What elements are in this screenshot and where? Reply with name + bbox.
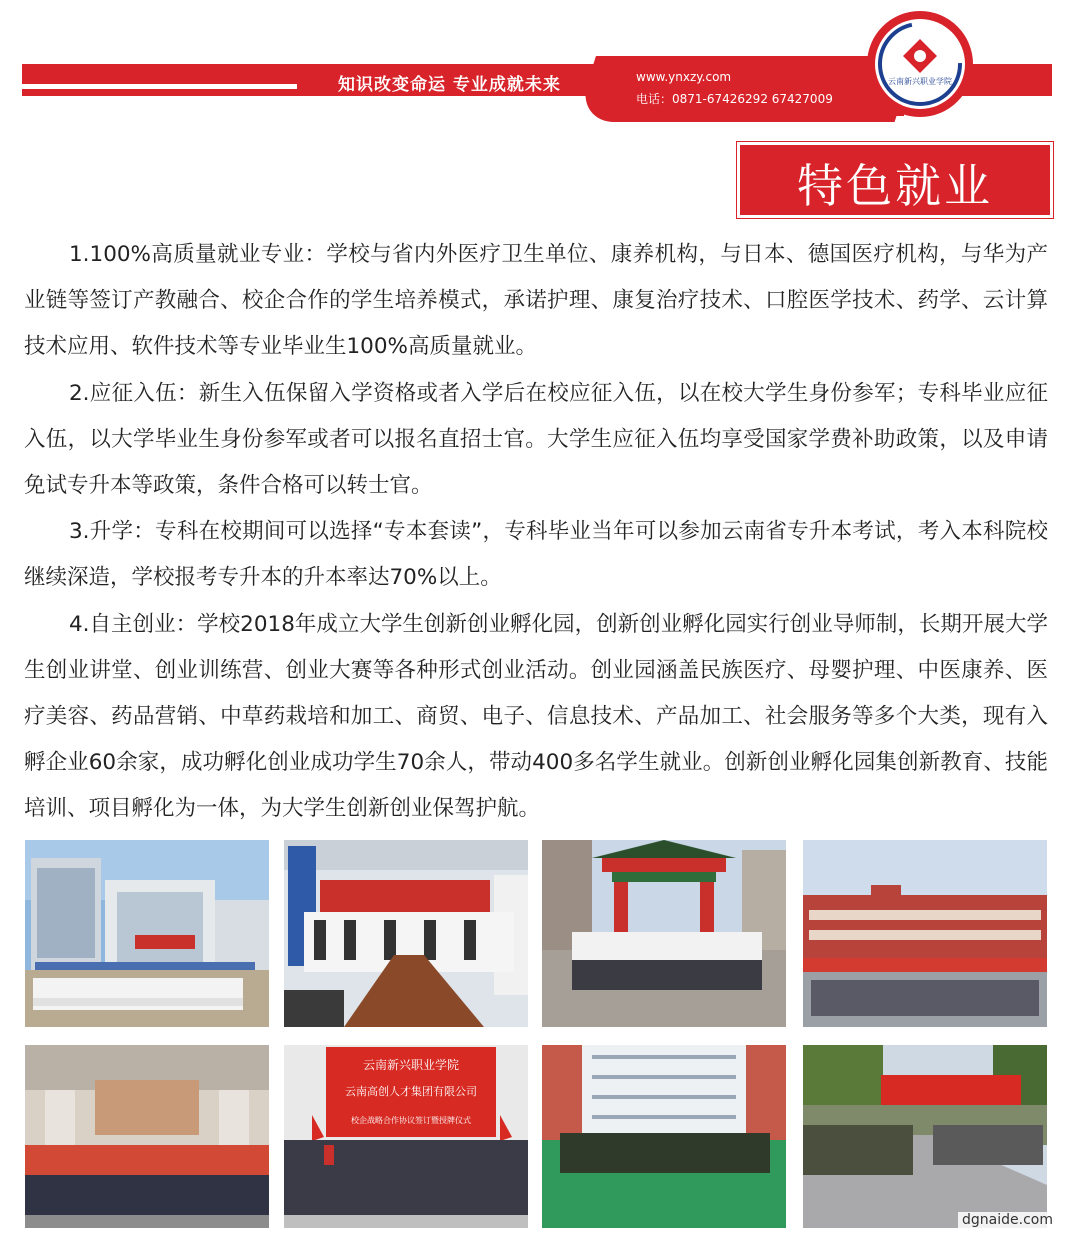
header-white-stripe [22, 84, 297, 89]
photo-uniform-lineup [542, 1045, 786, 1228]
photo-meeting-room [284, 840, 528, 1027]
section-title-box [737, 142, 1053, 218]
photo-military-group [25, 1045, 269, 1228]
sign-line2: 云南高创人才集团有限公司 [345, 1085, 477, 1098]
sign-line3: 校企战略合作协议签订暨授牌仪式 [351, 1116, 471, 1125]
photo-campus-hospital-group [25, 840, 269, 1027]
paragraph-military-enlistment: 2.应征入伍：新生入伍保留入学资格或者入学后在校应征入伍，以在校大学生身份参军；专科毕业应征入伍，以大学毕业生身份参军或者可以报名直招士官。大学生应征入伍均享受国家学费补助政策，以及申请免试专升本等政策，条件合格可以转士官。 [24, 380, 1048, 499]
header-website[interactable]: www.ynxzy.com [636, 70, 732, 84]
header-phone: 电话：0871-67426292 67427009 [636, 92, 833, 106]
photo-signing-ceremony [284, 1045, 528, 1228]
paragraph-entrepreneurship: 4.自主创业：学校2018年成立大学生创新创业孵化园，创新创业孵化园实行创业导师制，长期开展大学生创业讲堂、创业训练营、创业大赛等各种形式创业活动。创业园涵盖民族医疗、母婴护理、中医康养、医疗美容、药品营销、中草药栽培和加工、商贸、电子、信息技术、产品加工、社会服务等多个大类，现有入孵企业60余家，成功孵化创业成功学生70余人，带动400多名学生就业。创新创业孵化园集创新教育、技能培训、项目孵化为一体，为大学生创新创业保驾护航。 [24, 611, 1048, 822]
logo-text: 云南新兴职业学院 [888, 77, 952, 86]
school-logo [864, 8, 976, 120]
watermark: dgnaide.com [958, 1212, 1057, 1228]
body-text [24, 232, 1048, 833]
photo-parade-banner [803, 1045, 1047, 1228]
photo-building-crowd [803, 840, 1047, 1027]
section-title: 特色就业 [797, 159, 993, 213]
photo-archway-group [542, 840, 786, 1027]
paragraph-further-study: 3.升学：专科在校期间可以选择“专本套读”，专科毕业当年可以参加云南省专升本考试，考入本科院校继续深造，学校报考专升本的升本率达70%以上。 [24, 519, 1048, 591]
header-slogan: 知识改变命运 专业成就未来 [338, 75, 561, 95]
paragraph-quality-employment: 1.100%高质量就业专业：学校与省内外医疗卫生单位、康养机构，与日本、德国医疗机构，与华为产业链等签订产教融合、校企合作的学生培养模式，承诺护理、康复治疗技术、口腔医学技术、药学、云计算技术应用、软件技术等专业毕业生100%高质量就业。 [24, 242, 1048, 360]
sign-line1: 云南新兴职业学院 [362, 1058, 460, 1072]
